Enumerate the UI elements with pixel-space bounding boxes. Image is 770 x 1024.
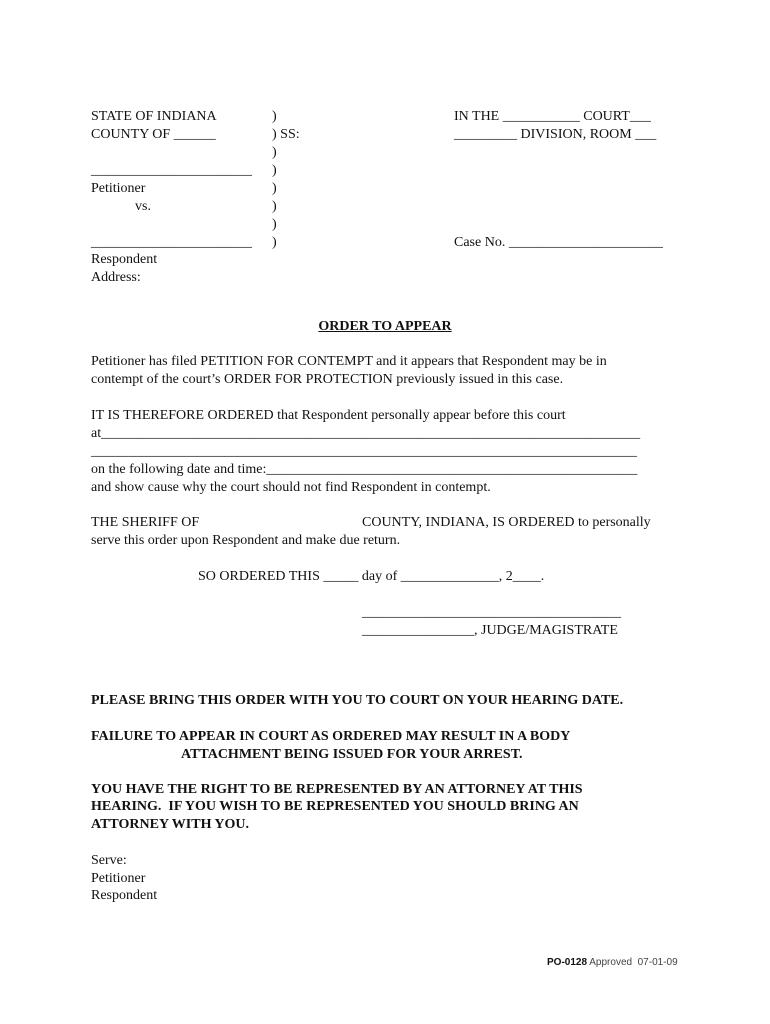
respondent-name-line: _______________________ (91, 235, 252, 250)
notice-bring-order: PLEASE BRING THIS ORDER WITH YOU TO COURT ON YOUR HEARING DATE. (91, 693, 624, 708)
caption-paren: ) (272, 235, 277, 250)
appear-location-line: at_____________________________________________________________________________ (91, 426, 641, 441)
state-label: STATE OF INDIANA (91, 109, 217, 124)
sheriff-label: THE SHERIFF OF (91, 515, 200, 530)
judge-magistrate-line: ________________, JUDGE/MAGISTRATE (362, 623, 618, 638)
paragraph-show-cause: and show cause why the court should not find Respondent in contempt. (91, 480, 491, 495)
county-ordered-text: COUNTY, INDIANA, IS ORDERED to personally (362, 515, 651, 530)
notice-attorney-line2: HEARING. IF YOU WISH TO BE REPRESENTED YOU SHOULD BRING AN (91, 799, 579, 814)
case-number-line: Case No. ______________________ (454, 235, 663, 250)
address-label: Address: (91, 270, 141, 285)
paragraph-ordered-line1: IT IS THEREFORE ORDERED that Respondent personally appear before this court (91, 408, 566, 423)
petitioner-name-line: _______________________ (91, 163, 252, 178)
form-footer (547, 954, 678, 972)
respondent-label: Respondent (91, 252, 158, 267)
caption-paren: ) (272, 181, 277, 196)
paragraph-petition-line1: Petitioner has filed PETITION FOR CONTEMPT and it appears that Respondent may be in (91, 354, 607, 369)
court-name-line: IN THE ___________ COURT___ (454, 109, 651, 124)
notice-attorney-line3: ATTORNEY WITH YOU. (91, 817, 250, 832)
notice-failure-line2: ATTACHMENT BEING ISSUED FOR YOUR ARREST. (181, 747, 523, 762)
caption-paren: ) (272, 217, 277, 232)
versus-label: vs. (135, 199, 151, 214)
serve-label: Serve: (91, 853, 127, 868)
caption-paren: ) (272, 163, 277, 178)
division-room-line: _________ DIVISION, ROOM ___ (454, 127, 657, 142)
caption-paren: ) (272, 109, 277, 124)
serve-respondent: Respondent (91, 888, 158, 903)
serve-order-text: serve this order upon Respondent and make due return. (91, 533, 401, 548)
caption-paren-ss: ) SS: (272, 127, 300, 142)
so-ordered-line: SO ORDERED THIS _____ day of ______________, 2____. (198, 569, 545, 584)
serve-petitioner: Petitioner (91, 871, 146, 886)
notice-failure-line1: FAILURE TO APPEAR IN COURT AS ORDERED MAY RESULT IN A BODY (91, 729, 571, 744)
appear-location-line2: ______________________________________________________________________________ (91, 444, 637, 459)
caption-paren: ) (272, 199, 277, 214)
form-number: PO-0128 (547, 957, 588, 968)
notice-attorney-line1: YOU HAVE THE RIGHT TO BE REPRESENTED BY AN ATTORNEY AT THIS (91, 782, 583, 797)
county-label: COUNTY OF ______ (91, 127, 216, 142)
date-time-line: on the following date and time:_____________________________________________________ (91, 462, 638, 477)
signature-line: _____________________________________ (362, 605, 621, 620)
approved-date: Approved 07-01-09 (587, 957, 678, 968)
paragraph-petition-line2: contempt of the court’s ORDER FOR PROTECTION previously issued in this case. (91, 372, 564, 387)
page-title: ORDER TO APPEAR (318, 319, 452, 334)
caption-paren: ) (272, 145, 277, 160)
petitioner-label: Petitioner (91, 181, 146, 196)
